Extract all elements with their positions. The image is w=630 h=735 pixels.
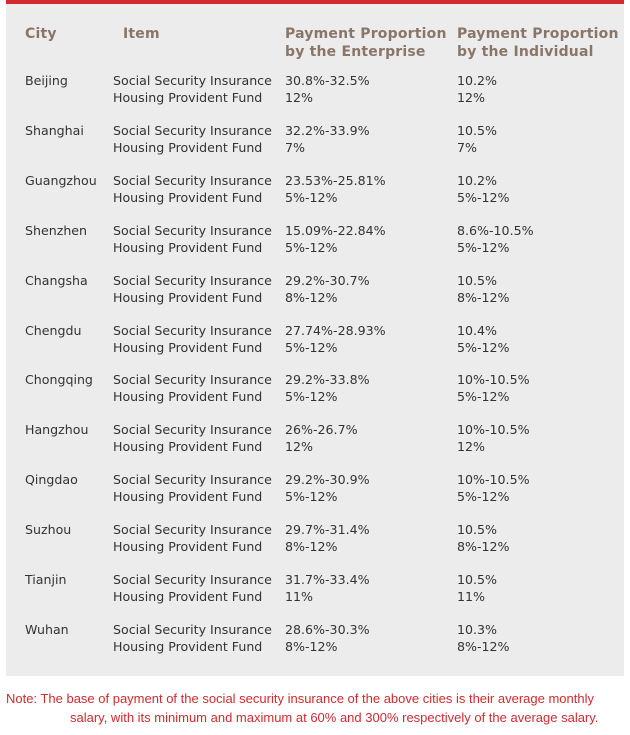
header-city: City [25, 26, 57, 42]
cell-item-line: Housing Provident Fund [113, 539, 263, 555]
cell-item-line: Social Security Insurance [113, 322, 272, 338]
cell-enterprise-line: 27.74%-28.93% [285, 322, 386, 338]
cell-individual-line: 8%-12% [457, 638, 510, 654]
table-row [6, 621, 624, 671]
cell-individual [457, 571, 497, 605]
cell-individual [457, 471, 530, 505]
header-individual-line2: by the Individual [457, 44, 594, 60]
cell-city [25, 571, 66, 588]
cell-individual-line: 10.2% [457, 172, 498, 188]
cell-city [25, 272, 88, 289]
cell-item-line: Housing Provident Fund [113, 439, 263, 455]
cell-item-line: Social Security Insurance [113, 372, 272, 388]
cell-item-line: Social Security Insurance [113, 522, 272, 538]
cell-individual-line: 10%-10.5% [457, 372, 530, 388]
cell-enterprise-line: 11% [285, 589, 313, 604]
cell-enterprise-line: 5%-12% [285, 339, 338, 355]
cell-enterprise [285, 521, 370, 555]
cell-individual [457, 222, 534, 256]
cell-city [25, 521, 71, 538]
cell-item-line: Social Security Insurance [113, 422, 272, 438]
cell-item-line: Housing Provident Fund [113, 638, 263, 654]
header-enterprise-line2: by the Enterprise [285, 44, 426, 60]
table-header [6, 4, 624, 64]
cell-item-line: Housing Provident Fund [113, 239, 263, 255]
cell-individual-line: 10.5% [457, 522, 498, 538]
cell-individual [457, 122, 497, 156]
table-row [6, 371, 624, 421]
cell-individual [457, 72, 497, 106]
table-row [6, 521, 624, 571]
cell-item [113, 521, 272, 555]
table-row [6, 322, 624, 372]
cell-enterprise-line: 12% [285, 439, 313, 455]
cell-city [25, 222, 87, 239]
cell-city [25, 371, 93, 388]
cell-enterprise [285, 322, 386, 356]
cell-individual-line: 5%-12% [457, 239, 510, 255]
cell-city-line: Chongqing [25, 372, 93, 388]
cell-city-line: Guangzhou [25, 172, 97, 188]
cell-enterprise-line: 31.7%-33.4% [285, 572, 370, 587]
cell-item-line: Social Security Insurance [113, 172, 272, 188]
cell-item-line: Housing Provident Fund [113, 489, 263, 505]
footnote [6, 689, 618, 727]
cell-item [113, 172, 272, 206]
cell-enterprise-line: 7% [285, 139, 305, 155]
cell-enterprise-line: 8%-12% [285, 539, 338, 555]
cell-city-line: Changsha [25, 272, 88, 288]
cell-item-line: Housing Provident Fund [113, 90, 263, 105]
table-row [6, 421, 624, 471]
cell-enterprise-line: 8%-12% [285, 638, 338, 654]
table-row [6, 122, 624, 172]
table-row [6, 172, 624, 222]
cell-individual-line: 10%-10.5% [457, 422, 530, 438]
cell-item [113, 222, 272, 256]
cell-enterprise-line: 26%-26.7% [285, 422, 358, 438]
cell-city [25, 322, 81, 339]
cell-city-line: Shenzhen [25, 222, 88, 238]
cell-enterprise [285, 571, 370, 605]
cell-city-line: Wuhan [25, 621, 69, 637]
cell-city-line: Suzhou [25, 522, 72, 538]
cell-individual-line: 10%-10.5% [457, 472, 530, 488]
header-item: Item [123, 26, 160, 42]
header-individual-line1: Payment Proportion [457, 26, 619, 42]
cell-item-line: Housing Provident Fund [113, 589, 263, 604]
cell-enterprise [285, 172, 386, 206]
cell-city-line: Chengdu [25, 322, 82, 338]
cell-item-line: Social Security Insurance [113, 472, 272, 488]
cell-city [25, 471, 78, 488]
cell-item [113, 72, 272, 106]
cell-individual-line: 7% [457, 139, 477, 155]
table-row [6, 222, 624, 272]
footnote-line1: Note: The base of payment of the social security insurance of the above cities is their average monthly [6, 691, 594, 706]
header-individual [457, 25, 622, 61]
cell-city [25, 421, 88, 438]
table-row [6, 72, 624, 122]
cell-item-line: Social Security Insurance [113, 621, 272, 637]
cell-individual-line: 10.3% [457, 621, 498, 637]
cell-individual-line: 5%-12% [457, 389, 510, 405]
cell-enterprise [285, 272, 370, 306]
cell-individual [457, 521, 510, 555]
cell-item-line: Social Security Insurance [113, 272, 272, 288]
cell-enterprise-line: 29.7%-31.4% [285, 522, 370, 538]
cell-enterprise [285, 72, 370, 106]
cell-item [113, 272, 272, 306]
cell-item [113, 122, 272, 156]
cell-item [113, 322, 272, 356]
cell-individual [457, 421, 530, 455]
cell-item [113, 421, 272, 455]
cell-item-line: Social Security Insurance [113, 222, 272, 238]
cell-item [113, 571, 272, 605]
table-row [6, 272, 624, 322]
cell-enterprise-line: 5%-12% [285, 489, 338, 505]
cell-item [113, 471, 272, 505]
cell-individual-line: 8%-12% [457, 539, 510, 555]
cell-individual-line: 5%-12% [457, 339, 510, 355]
cell-city [25, 122, 84, 139]
cell-individual-line: 12% [457, 439, 485, 455]
cell-item-line: Housing Provident Fund [113, 389, 263, 405]
cell-enterprise-line: 29.2%-30.9% [285, 472, 370, 488]
cell-enterprise [285, 621, 370, 655]
cell-individual-line: 8%-12% [457, 289, 510, 305]
header-enterprise-line1: Payment Proportion [285, 26, 447, 42]
table-row [6, 571, 624, 621]
cell-enterprise-line: 30.8%-32.5% [285, 73, 370, 88]
cell-enterprise [285, 421, 358, 455]
table-row [6, 471, 624, 521]
cell-individual [457, 371, 530, 405]
cell-individual-line: 8.6%-10.5% [457, 222, 534, 238]
cell-individual-line: 10.2% [457, 73, 498, 88]
cell-item-line: Social Security Insurance [113, 73, 272, 88]
cell-individual-line: 5%-12% [457, 189, 510, 205]
cell-individual [457, 172, 510, 206]
cell-enterprise [285, 471, 370, 505]
cell-enterprise-line: 5%-12% [285, 189, 338, 205]
cell-item-line: Housing Provident Fund [113, 339, 263, 355]
cell-individual [457, 272, 510, 306]
cell-item-line: Housing Provident Fund [113, 289, 263, 305]
cell-enterprise [285, 222, 386, 256]
cell-item [113, 621, 272, 655]
cell-city [25, 72, 68, 89]
header-enterprise [285, 25, 455, 61]
cell-enterprise-line: 29.2%-30.7% [285, 272, 370, 288]
cell-enterprise-line: 5%-12% [285, 389, 338, 405]
cell-individual-line: 5%-12% [457, 489, 510, 505]
cell-individual-line: 12% [457, 90, 485, 105]
cell-item-line: Housing Provident Fund [113, 189, 263, 205]
cell-individual [457, 322, 510, 356]
cell-city [25, 621, 69, 638]
cell-enterprise-line: 8%-12% [285, 289, 338, 305]
cell-city-line: Shanghai [25, 122, 84, 138]
cell-item-line: Housing Provident Fund [113, 139, 263, 155]
cell-city-line: Tianjin [25, 572, 67, 587]
cell-individual-line: 10.5% [457, 572, 498, 587]
cell-enterprise-line: 29.2%-33.8% [285, 372, 370, 388]
cell-individual-line: 10.4% [457, 322, 498, 338]
footnote-line2: salary, with its minimum and maximum at 60% and 300% respectively of the average salary. [70, 710, 599, 725]
cell-city-line: Hangzhou [25, 422, 89, 438]
cell-city-line: Beijing [25, 73, 68, 88]
cell-individual-line: 11% [457, 589, 485, 604]
cell-enterprise-line: 12% [285, 90, 313, 105]
cell-city-line: Qingdao [25, 472, 78, 488]
cell-individual-line: 10.5% [457, 272, 498, 288]
cell-enterprise-line: 15.09%-22.84% [285, 222, 386, 238]
cell-item-line: Social Security Insurance [113, 572, 272, 587]
cell-enterprise-line: 23.53%-25.81% [285, 172, 386, 188]
cell-enterprise-line: 28.6%-30.3% [285, 621, 370, 637]
payment-table [6, 4, 624, 676]
cell-individual [457, 621, 510, 655]
cell-item [113, 371, 272, 405]
cell-enterprise-line: 5%-12% [285, 239, 338, 255]
cell-city [25, 172, 97, 189]
cell-item-line: Social Security Insurance [113, 122, 272, 138]
cell-individual-line: 10.5% [457, 122, 498, 138]
cell-enterprise [285, 371, 370, 405]
cell-enterprise [285, 122, 370, 156]
cell-enterprise-line: 32.2%-33.9% [285, 122, 370, 138]
